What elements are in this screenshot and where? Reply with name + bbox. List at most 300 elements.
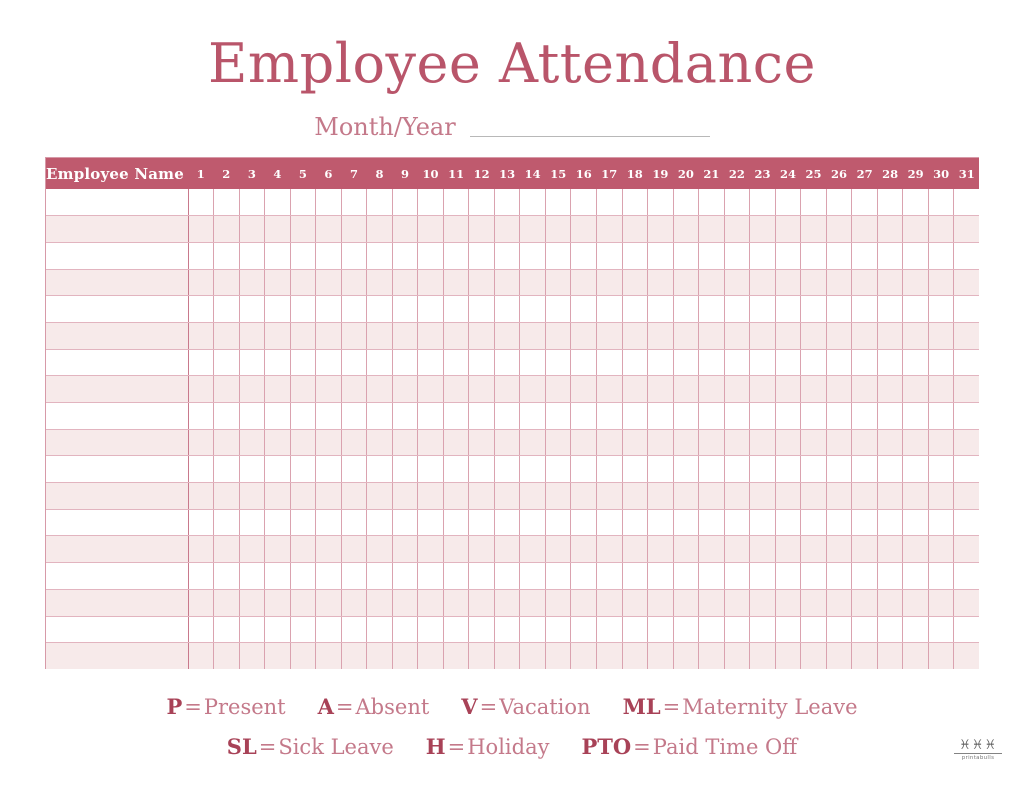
- attendance-cell-day-27[interactable]: [852, 456, 878, 483]
- attendance-cell-day-31[interactable]: [954, 269, 980, 296]
- attendance-cell-day-22[interactable]: [724, 536, 750, 563]
- attendance-cell-day-30[interactable]: [928, 242, 954, 269]
- attendance-cell-day-31[interactable]: [954, 456, 980, 483]
- attendance-cell-day-2[interactable]: [214, 296, 240, 323]
- attendance-cell-day-17[interactable]: [597, 616, 623, 643]
- attendance-cell-day-12[interactable]: [469, 216, 495, 243]
- attendance-cell-day-29[interactable]: [903, 483, 929, 510]
- attendance-cell-day-8[interactable]: [367, 242, 393, 269]
- attendance-cell-day-12[interactable]: [469, 376, 495, 403]
- attendance-cell-day-9[interactable]: [392, 509, 418, 536]
- attendance-cell-day-8[interactable]: [367, 189, 393, 216]
- attendance-cell-day-30[interactable]: [928, 322, 954, 349]
- attendance-cell-day-5[interactable]: [290, 376, 316, 403]
- attendance-cell-day-28[interactable]: [877, 322, 903, 349]
- attendance-cell-day-3[interactable]: [239, 589, 265, 616]
- attendance-cell-day-23[interactable]: [750, 349, 776, 376]
- attendance-cell-day-1[interactable]: [188, 483, 214, 510]
- attendance-cell-day-31[interactable]: [954, 483, 980, 510]
- attendance-cell-day-25[interactable]: [801, 509, 827, 536]
- attendance-cell-day-23[interactable]: [750, 376, 776, 403]
- attendance-cell-day-20[interactable]: [673, 429, 699, 456]
- attendance-cell-day-21[interactable]: [699, 296, 725, 323]
- attendance-cell-day-22[interactable]: [724, 483, 750, 510]
- attendance-cell-day-19[interactable]: [648, 349, 674, 376]
- attendance-cell-day-20[interactable]: [673, 403, 699, 430]
- attendance-cell-day-22[interactable]: [724, 269, 750, 296]
- attendance-cell-day-18[interactable]: [622, 242, 648, 269]
- attendance-cell-day-6[interactable]: [316, 349, 342, 376]
- attendance-cell-day-3[interactable]: [239, 269, 265, 296]
- attendance-cell-day-24[interactable]: [775, 509, 801, 536]
- employee-name-cell[interactable]: [46, 536, 188, 563]
- attendance-cell-day-27[interactable]: [852, 376, 878, 403]
- attendance-cell-day-30[interactable]: [928, 189, 954, 216]
- attendance-cell-day-14[interactable]: [520, 403, 546, 430]
- employee-name-cell[interactable]: [46, 589, 188, 616]
- attendance-cell-day-21[interactable]: [699, 349, 725, 376]
- attendance-cell-day-26[interactable]: [826, 589, 852, 616]
- attendance-cell-day-11[interactable]: [443, 589, 469, 616]
- attendance-cell-day-16[interactable]: [571, 563, 597, 590]
- attendance-cell-day-23[interactable]: [750, 216, 776, 243]
- attendance-cell-day-4[interactable]: [265, 536, 291, 563]
- attendance-cell-day-29[interactable]: [903, 536, 929, 563]
- attendance-cell-day-29[interactable]: [903, 242, 929, 269]
- attendance-cell-day-20[interactable]: [673, 616, 699, 643]
- attendance-cell-day-29[interactable]: [903, 429, 929, 456]
- attendance-cell-day-3[interactable]: [239, 322, 265, 349]
- attendance-cell-day-4[interactable]: [265, 269, 291, 296]
- attendance-cell-day-8[interactable]: [367, 536, 393, 563]
- attendance-cell-day-14[interactable]: [520, 376, 546, 403]
- attendance-cell-day-9[interactable]: [392, 322, 418, 349]
- attendance-cell-day-12[interactable]: [469, 189, 495, 216]
- attendance-cell-day-20[interactable]: [673, 456, 699, 483]
- attendance-cell-day-31[interactable]: [954, 616, 980, 643]
- employee-name-cell[interactable]: [46, 509, 188, 536]
- attendance-cell-day-15[interactable]: [545, 563, 571, 590]
- attendance-cell-day-18[interactable]: [622, 483, 648, 510]
- attendance-cell-day-29[interactable]: [903, 349, 929, 376]
- attendance-cell-day-27[interactable]: [852, 509, 878, 536]
- attendance-cell-day-28[interactable]: [877, 242, 903, 269]
- attendance-cell-day-6[interactable]: [316, 429, 342, 456]
- attendance-cell-day-4[interactable]: [265, 242, 291, 269]
- attendance-cell-day-6[interactable]: [316, 269, 342, 296]
- attendance-cell-day-22[interactable]: [724, 429, 750, 456]
- attendance-cell-day-31[interactable]: [954, 376, 980, 403]
- attendance-cell-day-28[interactable]: [877, 376, 903, 403]
- attendance-cell-day-5[interactable]: [290, 189, 316, 216]
- attendance-cell-day-6[interactable]: [316, 483, 342, 510]
- attendance-cell-day-13[interactable]: [494, 536, 520, 563]
- attendance-cell-day-30[interactable]: [928, 269, 954, 296]
- attendance-cell-day-28[interactable]: [877, 483, 903, 510]
- attendance-cell-day-2[interactable]: [214, 563, 240, 590]
- attendance-cell-day-28[interactable]: [877, 616, 903, 643]
- attendance-cell-day-20[interactable]: [673, 189, 699, 216]
- attendance-cell-day-21[interactable]: [699, 189, 725, 216]
- attendance-cell-day-3[interactable]: [239, 563, 265, 590]
- attendance-cell-day-13[interactable]: [494, 269, 520, 296]
- attendance-cell-day-5[interactable]: [290, 456, 316, 483]
- attendance-cell-day-26[interactable]: [826, 242, 852, 269]
- attendance-cell-day-27[interactable]: [852, 643, 878, 670]
- attendance-cell-day-20[interactable]: [673, 643, 699, 670]
- attendance-cell-day-20[interactable]: [673, 509, 699, 536]
- attendance-cell-day-17[interactable]: [597, 509, 623, 536]
- attendance-cell-day-25[interactable]: [801, 536, 827, 563]
- attendance-cell-day-4[interactable]: [265, 456, 291, 483]
- attendance-cell-day-10[interactable]: [418, 322, 444, 349]
- attendance-cell-day-16[interactable]: [571, 536, 597, 563]
- attendance-cell-day-14[interactable]: [520, 589, 546, 616]
- attendance-cell-day-4[interactable]: [265, 296, 291, 323]
- attendance-cell-day-31[interactable]: [954, 296, 980, 323]
- attendance-cell-day-16[interactable]: [571, 616, 597, 643]
- employee-name-cell[interactable]: [46, 189, 188, 216]
- attendance-cell-day-24[interactable]: [775, 296, 801, 323]
- month-year-input[interactable]: [470, 117, 710, 137]
- attendance-cell-day-7[interactable]: [341, 563, 367, 590]
- attendance-cell-day-3[interactable]: [239, 403, 265, 430]
- attendance-cell-day-27[interactable]: [852, 216, 878, 243]
- attendance-cell-day-14[interactable]: [520, 216, 546, 243]
- attendance-cell-day-1[interactable]: [188, 509, 214, 536]
- attendance-cell-day-24[interactable]: [775, 403, 801, 430]
- attendance-cell-day-9[interactable]: [392, 216, 418, 243]
- attendance-cell-day-8[interactable]: [367, 322, 393, 349]
- attendance-cell-day-30[interactable]: [928, 403, 954, 430]
- attendance-cell-day-17[interactable]: [597, 296, 623, 323]
- attendance-cell-day-21[interactable]: [699, 322, 725, 349]
- attendance-cell-day-19[interactable]: [648, 242, 674, 269]
- attendance-cell-day-23[interactable]: [750, 483, 776, 510]
- attendance-cell-day-30[interactable]: [928, 216, 954, 243]
- attendance-cell-day-11[interactable]: [443, 269, 469, 296]
- attendance-cell-day-14[interactable]: [520, 509, 546, 536]
- attendance-cell-day-14[interactable]: [520, 643, 546, 670]
- attendance-cell-day-30[interactable]: [928, 349, 954, 376]
- attendance-cell-day-11[interactable]: [443, 643, 469, 670]
- attendance-cell-day-13[interactable]: [494, 643, 520, 670]
- attendance-cell-day-10[interactable]: [418, 429, 444, 456]
- attendance-cell-day-2[interactable]: [214, 269, 240, 296]
- attendance-cell-day-20[interactable]: [673, 269, 699, 296]
- attendance-cell-day-13[interactable]: [494, 429, 520, 456]
- attendance-cell-day-13[interactable]: [494, 456, 520, 483]
- attendance-cell-day-26[interactable]: [826, 643, 852, 670]
- attendance-cell-day-28[interactable]: [877, 456, 903, 483]
- attendance-cell-day-7[interactable]: [341, 242, 367, 269]
- attendance-cell-day-15[interactable]: [545, 242, 571, 269]
- attendance-cell-day-7[interactable]: [341, 349, 367, 376]
- attendance-cell-day-26[interactable]: [826, 376, 852, 403]
- attendance-cell-day-20[interactable]: [673, 349, 699, 376]
- attendance-cell-day-27[interactable]: [852, 563, 878, 590]
- attendance-cell-day-17[interactable]: [597, 269, 623, 296]
- attendance-cell-day-24[interactable]: [775, 322, 801, 349]
- attendance-cell-day-4[interactable]: [265, 643, 291, 670]
- attendance-cell-day-4[interactable]: [265, 563, 291, 590]
- attendance-cell-day-22[interactable]: [724, 376, 750, 403]
- employee-name-cell[interactable]: [46, 483, 188, 510]
- attendance-cell-day-25[interactable]: [801, 189, 827, 216]
- employee-name-cell[interactable]: [46, 643, 188, 670]
- attendance-cell-day-13[interactable]: [494, 216, 520, 243]
- attendance-cell-day-26[interactable]: [826, 216, 852, 243]
- attendance-cell-day-4[interactable]: [265, 216, 291, 243]
- attendance-cell-day-23[interactable]: [750, 189, 776, 216]
- attendance-cell-day-31[interactable]: [954, 242, 980, 269]
- attendance-cell-day-13[interactable]: [494, 296, 520, 323]
- attendance-cell-day-3[interactable]: [239, 483, 265, 510]
- attendance-cell-day-21[interactable]: [699, 269, 725, 296]
- attendance-cell-day-18[interactable]: [622, 269, 648, 296]
- attendance-cell-day-21[interactable]: [699, 589, 725, 616]
- attendance-cell-day-20[interactable]: [673, 536, 699, 563]
- attendance-cell-day-31[interactable]: [954, 509, 980, 536]
- employee-name-cell[interactable]: [46, 456, 188, 483]
- attendance-cell-day-8[interactable]: [367, 563, 393, 590]
- attendance-cell-day-25[interactable]: [801, 242, 827, 269]
- attendance-cell-day-22[interactable]: [724, 456, 750, 483]
- attendance-cell-day-11[interactable]: [443, 509, 469, 536]
- attendance-cell-day-9[interactable]: [392, 483, 418, 510]
- attendance-cell-day-6[interactable]: [316, 509, 342, 536]
- employee-name-cell[interactable]: [46, 429, 188, 456]
- attendance-cell-day-11[interactable]: [443, 456, 469, 483]
- attendance-cell-day-1[interactable]: [188, 589, 214, 616]
- attendance-cell-day-20[interactable]: [673, 483, 699, 510]
- attendance-cell-day-23[interactable]: [750, 589, 776, 616]
- attendance-cell-day-26[interactable]: [826, 296, 852, 323]
- attendance-cell-day-23[interactable]: [750, 242, 776, 269]
- attendance-cell-day-19[interactable]: [648, 429, 674, 456]
- attendance-cell-day-13[interactable]: [494, 509, 520, 536]
- attendance-cell-day-8[interactable]: [367, 376, 393, 403]
- attendance-cell-day-27[interactable]: [852, 616, 878, 643]
- attendance-cell-day-8[interactable]: [367, 269, 393, 296]
- attendance-cell-day-6[interactable]: [316, 242, 342, 269]
- attendance-cell-day-24[interactable]: [775, 563, 801, 590]
- attendance-cell-day-12[interactable]: [469, 509, 495, 536]
- attendance-cell-day-8[interactable]: [367, 429, 393, 456]
- attendance-cell-day-12[interactable]: [469, 322, 495, 349]
- attendance-cell-day-29[interactable]: [903, 322, 929, 349]
- attendance-cell-day-10[interactable]: [418, 456, 444, 483]
- attendance-cell-day-19[interactable]: [648, 403, 674, 430]
- attendance-cell-day-20[interactable]: [673, 563, 699, 590]
- attendance-cell-day-25[interactable]: [801, 216, 827, 243]
- attendance-cell-day-25[interactable]: [801, 563, 827, 590]
- attendance-cell-day-9[interactable]: [392, 296, 418, 323]
- attendance-cell-day-21[interactable]: [699, 429, 725, 456]
- employee-name-cell[interactable]: [46, 403, 188, 430]
- attendance-cell-day-10[interactable]: [418, 616, 444, 643]
- attendance-cell-day-9[interactable]: [392, 536, 418, 563]
- attendance-cell-day-17[interactable]: [597, 403, 623, 430]
- attendance-cell-day-5[interactable]: [290, 322, 316, 349]
- attendance-cell-day-3[interactable]: [239, 242, 265, 269]
- attendance-cell-day-6[interactable]: [316, 616, 342, 643]
- attendance-cell-day-13[interactable]: [494, 563, 520, 590]
- attendance-cell-day-16[interactable]: [571, 483, 597, 510]
- attendance-cell-day-4[interactable]: [265, 322, 291, 349]
- attendance-cell-day-8[interactable]: [367, 349, 393, 376]
- attendance-cell-day-20[interactable]: [673, 242, 699, 269]
- attendance-cell-day-2[interactable]: [214, 216, 240, 243]
- attendance-cell-day-26[interactable]: [826, 483, 852, 510]
- attendance-cell-day-19[interactable]: [648, 483, 674, 510]
- attendance-cell-day-24[interactable]: [775, 616, 801, 643]
- attendance-cell-day-18[interactable]: [622, 403, 648, 430]
- attendance-cell-day-30[interactable]: [928, 456, 954, 483]
- attendance-cell-day-3[interactable]: [239, 509, 265, 536]
- attendance-cell-day-27[interactable]: [852, 349, 878, 376]
- attendance-cell-day-2[interactable]: [214, 322, 240, 349]
- employee-name-cell[interactable]: [46, 296, 188, 323]
- attendance-cell-day-15[interactable]: [545, 189, 571, 216]
- attendance-cell-day-27[interactable]: [852, 483, 878, 510]
- attendance-cell-day-19[interactable]: [648, 322, 674, 349]
- attendance-cell-day-23[interactable]: [750, 616, 776, 643]
- attendance-cell-day-14[interactable]: [520, 456, 546, 483]
- attendance-cell-day-15[interactable]: [545, 322, 571, 349]
- attendance-cell-day-12[interactable]: [469, 643, 495, 670]
- attendance-cell-day-24[interactable]: [775, 483, 801, 510]
- attendance-cell-day-29[interactable]: [903, 643, 929, 670]
- attendance-cell-day-20[interactable]: [673, 322, 699, 349]
- attendance-cell-day-11[interactable]: [443, 322, 469, 349]
- attendance-cell-day-22[interactable]: [724, 349, 750, 376]
- attendance-cell-day-4[interactable]: [265, 429, 291, 456]
- attendance-cell-day-15[interactable]: [545, 509, 571, 536]
- attendance-cell-day-21[interactable]: [699, 536, 725, 563]
- attendance-cell-day-29[interactable]: [903, 216, 929, 243]
- attendance-cell-day-21[interactable]: [699, 456, 725, 483]
- attendance-cell-day-17[interactable]: [597, 429, 623, 456]
- attendance-cell-day-25[interactable]: [801, 296, 827, 323]
- attendance-cell-day-6[interactable]: [316, 403, 342, 430]
- attendance-cell-day-2[interactable]: [214, 403, 240, 430]
- attendance-cell-day-29[interactable]: [903, 616, 929, 643]
- attendance-cell-day-7[interactable]: [341, 616, 367, 643]
- attendance-cell-day-2[interactable]: [214, 589, 240, 616]
- attendance-cell-day-29[interactable]: [903, 563, 929, 590]
- attendance-cell-day-5[interactable]: [290, 536, 316, 563]
- employee-name-cell[interactable]: [46, 269, 188, 296]
- attendance-cell-day-18[interactable]: [622, 456, 648, 483]
- attendance-cell-day-30[interactable]: [928, 563, 954, 590]
- attendance-cell-day-25[interactable]: [801, 643, 827, 670]
- attendance-cell-day-25[interactable]: [801, 322, 827, 349]
- attendance-cell-day-7[interactable]: [341, 269, 367, 296]
- attendance-cell-day-25[interactable]: [801, 403, 827, 430]
- attendance-cell-day-24[interactable]: [775, 589, 801, 616]
- attendance-cell-day-12[interactable]: [469, 483, 495, 510]
- attendance-cell-day-1[interactable]: [188, 456, 214, 483]
- attendance-cell-day-6[interactable]: [316, 376, 342, 403]
- attendance-cell-day-4[interactable]: [265, 616, 291, 643]
- attendance-cell-day-22[interactable]: [724, 616, 750, 643]
- attendance-cell-day-3[interactable]: [239, 429, 265, 456]
- attendance-cell-day-23[interactable]: [750, 456, 776, 483]
- attendance-cell-day-3[interactable]: [239, 643, 265, 670]
- attendance-cell-day-16[interactable]: [571, 242, 597, 269]
- attendance-cell-day-10[interactable]: [418, 376, 444, 403]
- attendance-cell-day-14[interactable]: [520, 322, 546, 349]
- attendance-cell-day-19[interactable]: [648, 269, 674, 296]
- attendance-cell-day-10[interactable]: [418, 536, 444, 563]
- attendance-cell-day-10[interactable]: [418, 216, 444, 243]
- attendance-cell-day-26[interactable]: [826, 189, 852, 216]
- attendance-cell-day-14[interactable]: [520, 616, 546, 643]
- attendance-cell-day-2[interactable]: [214, 483, 240, 510]
- attendance-cell-day-4[interactable]: [265, 349, 291, 376]
- attendance-cell-day-22[interactable]: [724, 563, 750, 590]
- attendance-cell-day-14[interactable]: [520, 563, 546, 590]
- attendance-cell-day-31[interactable]: [954, 322, 980, 349]
- attendance-cell-day-1[interactable]: [188, 189, 214, 216]
- attendance-cell-day-27[interactable]: [852, 429, 878, 456]
- attendance-cell-day-21[interactable]: [699, 563, 725, 590]
- attendance-cell-day-25[interactable]: [801, 429, 827, 456]
- attendance-cell-day-12[interactable]: [469, 429, 495, 456]
- attendance-cell-day-11[interactable]: [443, 376, 469, 403]
- attendance-cell-day-17[interactable]: [597, 189, 623, 216]
- attendance-cell-day-27[interactable]: [852, 242, 878, 269]
- attendance-cell-day-30[interactable]: [928, 643, 954, 670]
- attendance-cell-day-21[interactable]: [699, 216, 725, 243]
- attendance-cell-day-8[interactable]: [367, 216, 393, 243]
- employee-name-cell[interactable]: [46, 216, 188, 243]
- attendance-cell-day-23[interactable]: [750, 403, 776, 430]
- attendance-cell-day-16[interactable]: [571, 189, 597, 216]
- attendance-cell-day-24[interactable]: [775, 429, 801, 456]
- attendance-cell-day-15[interactable]: [545, 429, 571, 456]
- attendance-cell-day-30[interactable]: [928, 509, 954, 536]
- attendance-cell-day-8[interactable]: [367, 616, 393, 643]
- attendance-cell-day-31[interactable]: [954, 349, 980, 376]
- attendance-cell-day-30[interactable]: [928, 429, 954, 456]
- attendance-cell-day-2[interactable]: [214, 616, 240, 643]
- attendance-cell-day-26[interactable]: [826, 509, 852, 536]
- attendance-cell-day-25[interactable]: [801, 616, 827, 643]
- attendance-cell-day-7[interactable]: [341, 643, 367, 670]
- attendance-cell-day-5[interactable]: [290, 483, 316, 510]
- attendance-cell-day-3[interactable]: [239, 216, 265, 243]
- attendance-cell-day-30[interactable]: [928, 376, 954, 403]
- attendance-cell-day-27[interactable]: [852, 189, 878, 216]
- attendance-cell-day-9[interactable]: [392, 242, 418, 269]
- attendance-cell-day-28[interactable]: [877, 349, 903, 376]
- attendance-cell-day-14[interactable]: [520, 242, 546, 269]
- attendance-cell-day-20[interactable]: [673, 376, 699, 403]
- attendance-cell-day-4[interactable]: [265, 403, 291, 430]
- attendance-cell-day-26[interactable]: [826, 456, 852, 483]
- attendance-cell-day-15[interactable]: [545, 376, 571, 403]
- attendance-cell-day-22[interactable]: [724, 643, 750, 670]
- attendance-cell-day-11[interactable]: [443, 216, 469, 243]
- attendance-cell-day-18[interactable]: [622, 563, 648, 590]
- attendance-cell-day-7[interactable]: [341, 589, 367, 616]
- attendance-cell-day-17[interactable]: [597, 322, 623, 349]
- attendance-cell-day-28[interactable]: [877, 269, 903, 296]
- attendance-cell-day-18[interactable]: [622, 643, 648, 670]
- attendance-cell-day-5[interactable]: [290, 296, 316, 323]
